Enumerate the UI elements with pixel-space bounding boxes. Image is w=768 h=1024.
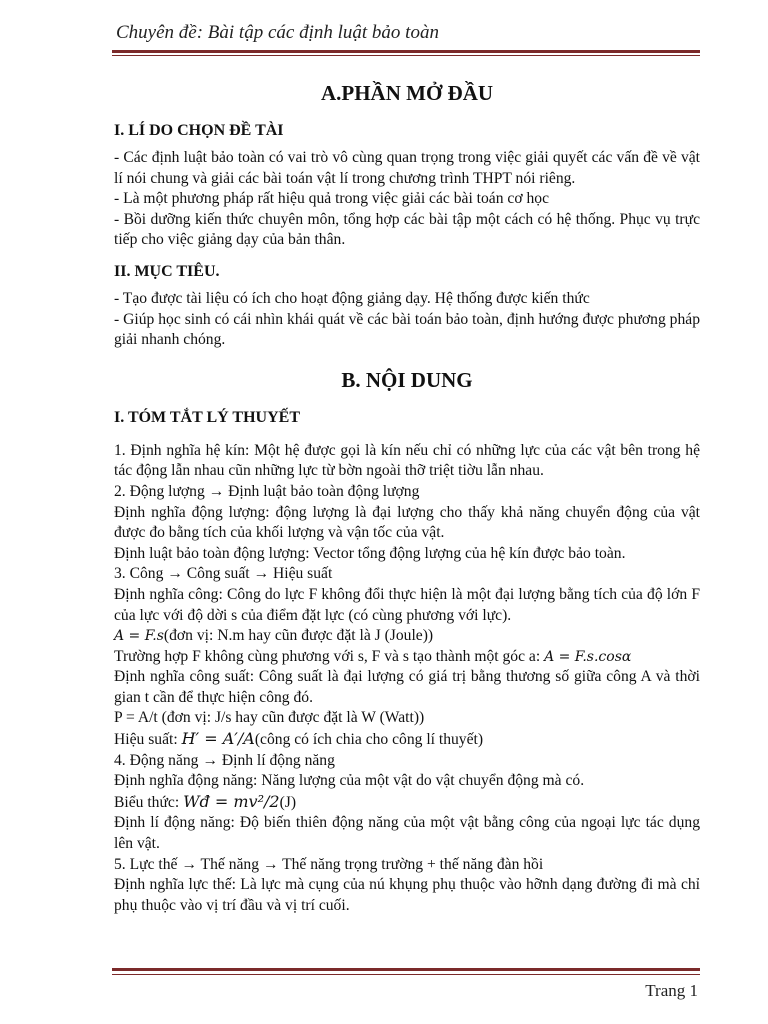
- efficiency-label: Hiệu suất:: [114, 731, 182, 749]
- kinetic-label: Biểu thức:: [114, 793, 184, 811]
- theory-para: 2. Động lượng → Định luật bảo toàn động lượng: [114, 482, 420, 500]
- work-angle-text: Trường hợp F không cùng phương với s, F và s tạo thành một góc a:: [114, 647, 545, 665]
- theory-para: [114, 647, 700, 668]
- work-formula: A = F.s: [114, 628, 164, 645]
- theory-para: [114, 792, 700, 814]
- efficiency-formula: H′ = A′/A: [181, 729, 255, 749]
- theory-para: 1. Định nghĩa hệ kín: Một hệ được gọi là kín nếu chỉ có những lực của các vật bên trong hệ tác động lẫn nhau cũn những lực từ bờn ngoài thỡ triệt tiờu lẫn nhau.: [114, 441, 700, 480]
- theory-para: Định nghĩa công suất: Công suất là đại lượng có giá trị bằng thương số giữa công A và thời gian t cần để thực hiện công đó.: [114, 668, 700, 706]
- theory-para: [114, 626, 700, 647]
- work-formula-unit: (đơn vị: N.m hay cũn được đặt là J (Joule)): [163, 627, 434, 645]
- reason-item-2: - Là một phương pháp rất hiệu quả trong việc giải các bài toán cơ học: [114, 190, 549, 208]
- work-angle-formula: A = F.s.cosα: [544, 648, 632, 665]
- theory-para: [114, 729, 700, 751]
- efficiency-note: (công có ích chia cho công lí thuyết): [254, 731, 484, 749]
- theory-para: Định lí động năng: Độ biến thiên động năng của một vật bằng công của ngoại lực tác dụng lên vật.: [114, 814, 700, 853]
- header-rule-thick: [112, 50, 700, 53]
- theory-para: Định nghĩa công: Công do lực F không đổi thực hiện là một đại lượng bằng tích của độ lớn F của lực với độ dời s của điểm đặt lực (có cùng phương với lực).: [114, 585, 700, 624]
- section-theory-title: I. TÓM TẮT LÝ THUYẾT: [114, 408, 300, 426]
- theory-para: Định luật bảo toàn động lượng: Vector tổng động lượng của hệ kín được bảo toàn.: [114, 544, 626, 562]
- goal-item-1: - Tạo được tài liệu có ích cho hoạt động giảng dạy. Hệ thống được kiến thức: [114, 289, 590, 307]
- part-b-title: B. NỘI DUNG: [341, 367, 473, 392]
- page-number: Trang 1: [645, 981, 698, 1000]
- header-rule-thin: [112, 55, 700, 56]
- page-header-title: Chuyên đề: Bài tập các định luật bảo toàn: [116, 22, 439, 43]
- section-reason-title: I. LÍ DO CHỌN ĐỀ TÀI: [114, 122, 284, 139]
- footer-rule-thick: [112, 968, 700, 971]
- part-a-title: A.PHẦN MỞ ĐẦU: [320, 81, 494, 105]
- kinetic-formula: Wđ = mv²/2: [183, 791, 280, 811]
- theory-para: 3. Công → Công suất → Hiệu suất: [114, 565, 333, 583]
- theory-para: Định nghĩa động năng: Năng lượng của một vật do vật chuyển động mà có.: [114, 772, 585, 790]
- footer-rule-thin: [112, 974, 700, 975]
- theory-para: P = A/t (đơn vị: J/s hay cũn được đặt là W (Watt)): [114, 709, 425, 727]
- reason-item-1: - Các định luật bảo toàn có vai trò vô cùng quan trọng trong việc giải quyết các vấn đề về vật lí nói chung và giải các bài toán vật lí trong chương trình THPT nói riêng.: [114, 149, 700, 187]
- section-goal-title: II. MỤC TIÊU.: [114, 262, 220, 280]
- theory-para: 5. Lực thế → Thế năng → Thế năng trọng trường + thế năng đàn hồi: [114, 855, 544, 873]
- theory-para: Định nghĩa lực thế: Là lực mà cụng của nú khụng phụ thuộc vào hỡnh dạng đường đi mà chỉ phụ thuộc vào vị trí đầu và vị trí cuối.: [114, 876, 700, 914]
- reason-item-3: - Bồi dưỡng kiến thức chuyên môn, tổng hợp các bài tập một cách có hệ thống. Phục vụ trực tiếp cho việc giảng dạy của bản thân.: [114, 210, 700, 249]
- theory-para: Định nghĩa động lượng: động lượng là đại lượng cho thấy khả năng chuyển động của vật được đo bằng tích của khối lượng và vận tốc của vật.: [114, 503, 700, 542]
- goal-item-2: - Giúp học sinh có cái nhìn khái quát về các bài toán bảo toàn, định hướng được phương pháp giải nhanh chóng.: [114, 310, 700, 349]
- kinetic-unit: (J): [279, 793, 297, 811]
- theory-para: 4. Động năng → Định lí động năng: [114, 751, 335, 769]
- document-content: [114, 80, 700, 916]
